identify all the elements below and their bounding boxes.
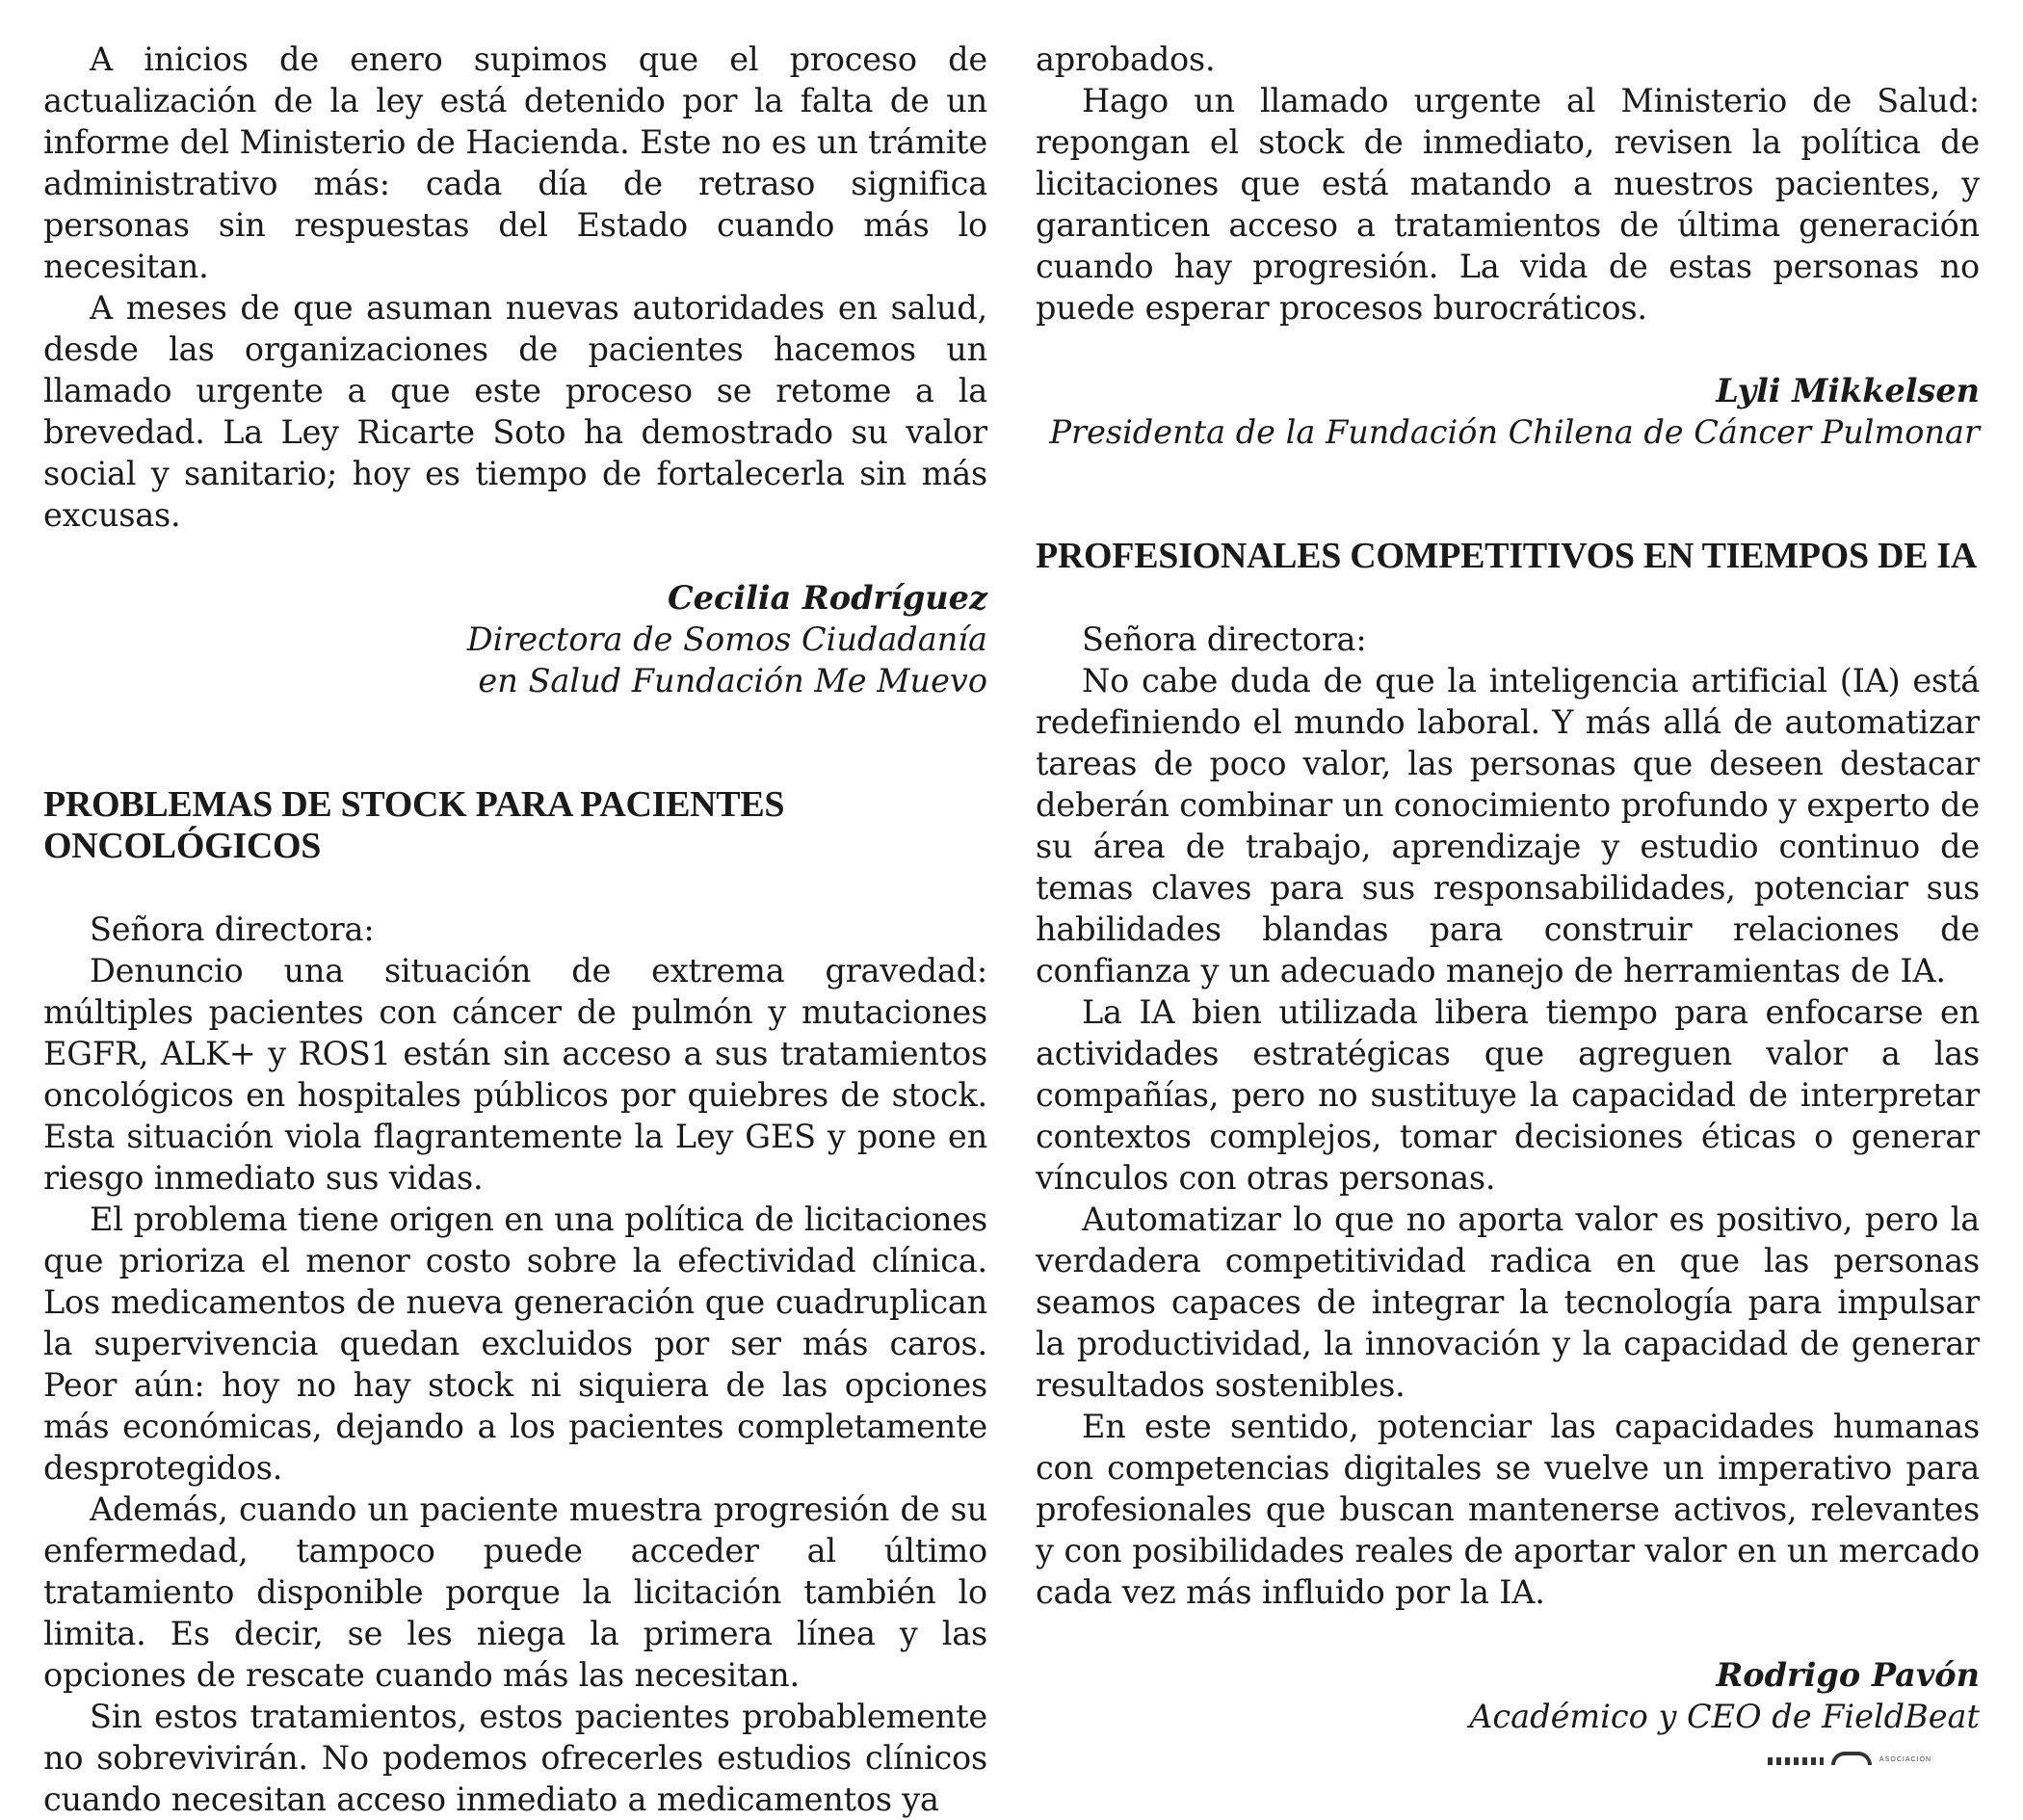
spacer xyxy=(1036,1613,1980,1654)
spacer xyxy=(43,701,987,784)
left-paragraph-2: A meses de que asuman nuevas autoridades en salud, desde las organizaciones de pacientes hacemos un llamado urgente a que este proceso se retome a la brevedad. La Ley Ricarte Soto ha demostrado su valor social y sanitario; hoy es tiempo de fortalecerla sin más excusas. xyxy=(43,289,987,534)
headline-ia: PROFESIONALES COMPETITIVOS EN TIEMPOS DE IA xyxy=(1036,536,1977,576)
left-paragraph-3: Denuncio una situación de extrema gravedad: múltiples pacientes con cáncer de pulmón y mutaciones EGFR, ALK+ y ROS1 están sin acceso a sus tratamientos oncológicos en hospitales públicos por quiebres de stock. Esta situación viola flagrantemente la Ley GES y pone en riesgo inmediato sus vidas. xyxy=(43,952,987,1197)
logo-bars xyxy=(1768,1757,1824,1765)
left-column xyxy=(43,39,987,1820)
signature-name: Lyli Mikkelsen xyxy=(1716,372,1980,409)
headline-line: ONCOLÓGICOS xyxy=(43,826,322,866)
headline-stock xyxy=(43,784,987,867)
left-paragraph-4: El problema tiene origen en una política de licitaciones que prioriza el menor costo sobre la efectividad clínica. Los medicamentos de nueva generación que cuadruplican la supervivencia quedan excluidos por ser más caros. Peor aún: hoy no hay stock ni siquiera de las opciones más económicas, dejando a los pacientes completamente desprotegidos. xyxy=(43,1200,987,1487)
spacer xyxy=(43,536,987,577)
logo-text: ASOCIACIÓN xyxy=(1879,1756,1931,1763)
salutation: Señora directora: xyxy=(90,910,375,948)
signature-role: Académico y CEO de FieldBeat xyxy=(1469,1698,1980,1735)
signature-role: Directora de Somos Ciudadanía xyxy=(466,620,987,658)
spacer xyxy=(1036,453,1980,536)
publisher-logo xyxy=(1768,1752,1931,1765)
right-paragraph-2: Hago un llamado urgente al Ministerio de Salud: repongan el stock de inmediato, revisen la política de licitaciones que está matando a nuestros pacientes, y garanticen acceso a tratamientos de última generación cuando hay progresión. La vida de estas personas no puede esperar procesos burocráticos. xyxy=(1036,82,1980,327)
spacer xyxy=(1036,329,1980,370)
left-paragraph-6: Sin estos tratamientos, estos pacientes probablemente no sobrevivirán. No podemos ofrecerles estudios clínicos cuando necesitan acceso inmediato a medicamentos ya xyxy=(43,1698,987,1818)
signature-lyli xyxy=(1036,370,1980,453)
left-paragraph-1: A inicios de enero supimos que el proceso de actualización de la ley está detenido por la falta de un informe del Ministerio de Hacienda. Este no es un trámite administrativo más: cada día de retraso significa personas sin respuestas del Estado cuando más lo necesitan. xyxy=(43,40,987,285)
left-paragraph-5: Además, cuando un paciente muestra progresión de su enfermedad, tampoco puede acceder al último tratamiento disponible porque la licitación también lo limita. Es decir, se les niega la primera línea y las opciones de rescate cuando más las necesitan. xyxy=(43,1490,987,1694)
signature-rodrigo xyxy=(1036,1654,1980,1737)
right-paragraph-1: aprobados. xyxy=(1036,40,1216,78)
signature-name: Cecilia Rodríguez xyxy=(667,579,987,617)
logo-mark-icon xyxy=(1831,1752,1872,1765)
signature-role: Presidenta de la Fundación Chilena de Cáncer Pulmonar xyxy=(1049,413,1980,451)
signature-name: Rodrigo Pavón xyxy=(1716,1656,1980,1694)
signature-cecilia xyxy=(43,577,987,701)
spacer xyxy=(1036,577,1980,619)
right-column xyxy=(1036,39,1980,1737)
spacer xyxy=(43,867,987,909)
right-paragraph-3: No cabe duda de que la inteligencia artificial (IA) está redefiniendo el mundo laboral. Y más allá de automatizar tareas de poco valor, las personas que deseen destacar deberán combinar un conocimiento profundo y experto de su área de trabajo, aprendizaje y estudio continuo de temas claves para sus responsabilidades, potenciar sus habilidades blandas para construir relaciones de confianza y un adecuado manejo de herramientas de IA. xyxy=(1036,662,1980,989)
salutation: Señora directora: xyxy=(1082,620,1367,658)
headline-line: PROBLEMAS DE STOCK PARA PACIENTES xyxy=(43,784,785,825)
right-paragraph-5: Automatizar lo que no aporta valor es positivo, pero la verdadera competitividad radica en que las personas seamos capaces de integrar la tecnología para impulsar la productividad, la innovación y la capacidad de generar resultados sostenibles. xyxy=(1036,1200,1980,1404)
signature-role: en Salud Fundación Me Muevo xyxy=(478,662,987,699)
right-paragraph-4: La IA bien utilizada libera tiempo para enfocarse en actividades estratégicas que agreguen valor a las compañías, pero no sustituye la capacidad de interpretar contextos complejos, tomar decisiones éticas o generar vínculos con otras personas. xyxy=(1036,993,1980,1197)
right-paragraph-6: En este sentido, potenciar las capacidades humanas con competencias digitales se vuelve un imperativo para profesionales que buscan mantenerse activos, relevantes y con posibilidades reales de aportar valor en un mercado cada vez más influido por la IA. xyxy=(1036,1408,1980,1611)
